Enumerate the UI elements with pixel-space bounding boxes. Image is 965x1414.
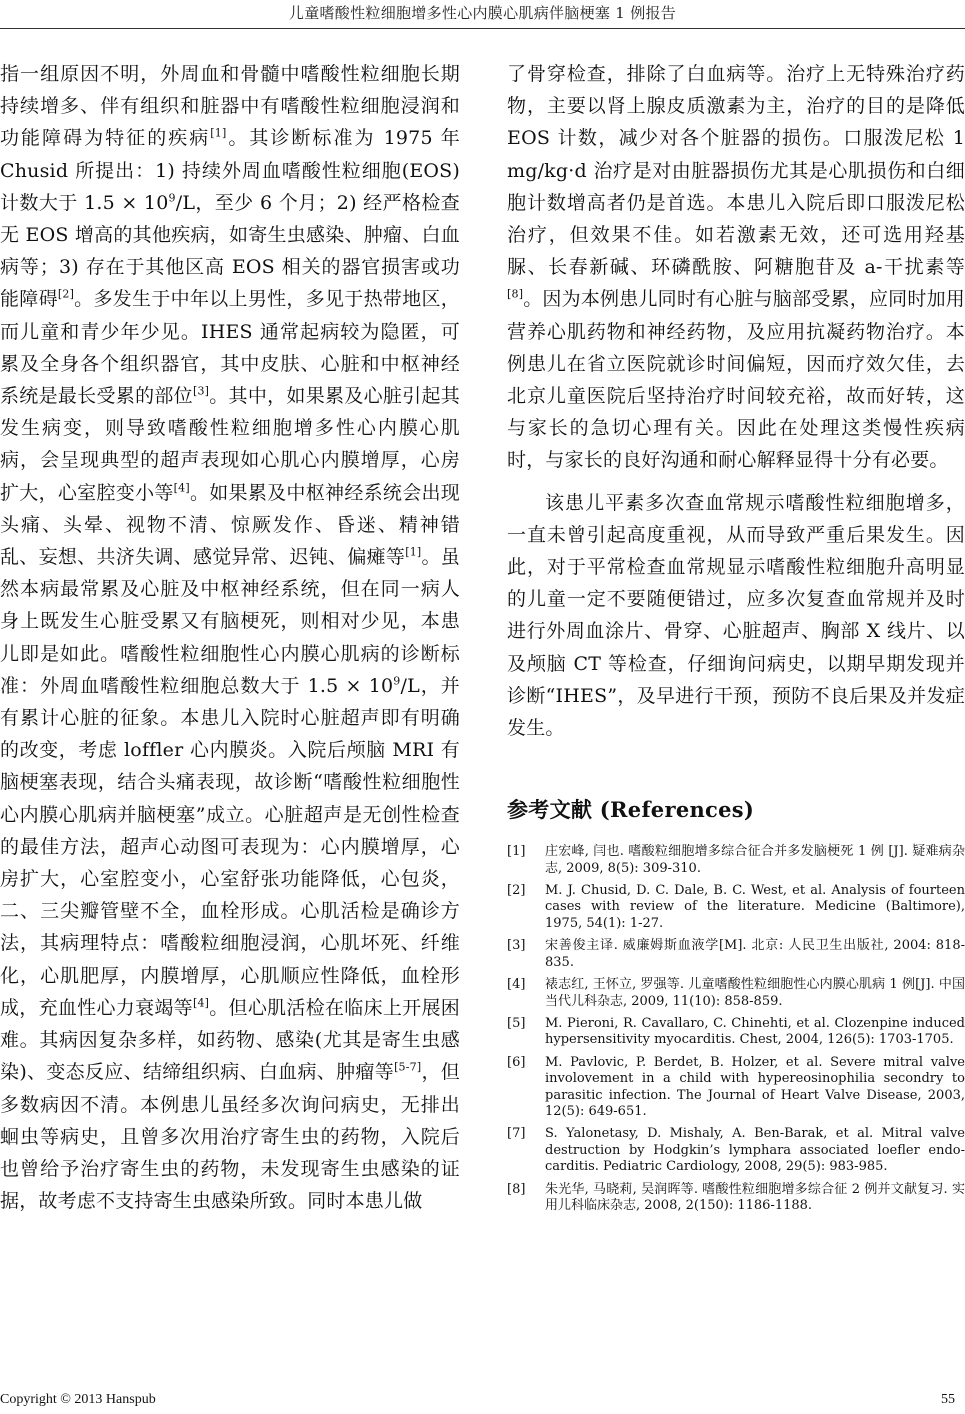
reference-number: [6] xyxy=(507,1054,526,1070)
reference-item xyxy=(507,1055,965,1121)
reference-number: [7] xyxy=(507,1126,526,1142)
citation-superscript: [2] xyxy=(57,288,75,302)
text-run: 。因为本例患儿同时有心脏与脑部受累，应同时加用营养心肌药物和神经药物，及应用抗凝药物治疗。本例患儿在省立医院就诊时间偏短，因而疗效欠佳，去北京儿童医院后坚持治疗时间较充裕，故而好转，这与家长的急切心理有关。因此在处理这类慢性疾病时，与家长的良好沟通和耐心解释显得十分有必要。 xyxy=(507,288,965,472)
reference-item xyxy=(507,844,965,877)
citation-superscript: [5-7] xyxy=(394,1060,422,1074)
reference-number: [5] xyxy=(507,1015,526,1031)
reference-list xyxy=(507,844,965,1214)
page-number: 55 xyxy=(941,1392,955,1407)
citation-superscript: [4] xyxy=(173,481,190,495)
reference-text: S. Yalonetasy, D. Mishaly, A. Ben-Barak, et al. Mitral valve destruction by Hodgkin’s lymphara associated loefler endo-carditis. Pediatric Cardiology, 2008, 29(5): 983-985. xyxy=(545,1126,965,1175)
right-column xyxy=(507,58,965,1220)
body-paragraph xyxy=(507,58,965,477)
reference-item xyxy=(507,938,965,971)
text-run: ，但多数病因不清。本例患儿虽经多次询问病史，无排出蛔虫等病史，且曾多次用治疗寄生虫的药物，入院后也曾给予治疗寄生虫的药物，未发现寄生虫感染的证据，故考虑不支持寄生虫感染所致。同时本患儿做 xyxy=(0,1061,460,1213)
reference-text: M. J. Chusid, D. C. Dale, B. C. West, et al. Analysis of fourteen cases with review of the literature. Medicine (Baltimore), 1975, 54(1): 1-27. xyxy=(545,883,965,931)
text-run: 。其中，如果累及心脏引起其发生病变，则导致嗜酸性粒细胞增多性心内膜心肌病，会呈现典型的超声表现如心肌心内膜增厚，心房扩大，心室腔变小等 xyxy=(0,385,460,504)
text-run: 。但心肌活检在临床上开展困难。其病因复杂多样，如药物、感染(尤其是寄生虫感染)、变态反应、结缔组织病、白血病、肿瘤等 xyxy=(0,996,460,1084)
reference-number: [2] xyxy=(507,883,526,899)
running-header-title: 儿童嗜酸性粒细胞增多性心内膜心肌病伴脑梗塞 1 例报告 xyxy=(288,4,677,22)
text-run: 指一组原因不明，外周血和骨髓中嗜酸性粒细胞长期持续增多、伴有组织和脏器中有嗜酸性粒细胞浸润和功能障碍为特征的疾病 xyxy=(0,63,460,150)
citation-superscript: [4] xyxy=(192,996,210,1010)
body-paragraph xyxy=(0,58,460,1217)
citation-superscript: [3] xyxy=(192,384,210,398)
running-header xyxy=(0,0,965,29)
reference-number: [1] xyxy=(507,844,526,860)
citation-superscript: [1] xyxy=(405,545,422,559)
exponent-superscript: 9 xyxy=(168,191,176,205)
reference-number: [3] xyxy=(507,938,526,954)
reference-text: 裱志红, 王怀立, 罗强等. 儿童嗜酸性粒细胞性心内膜心肌病 1 例[J]. 中国当代儿科杂志, 2009, 11(10): 858-859. xyxy=(545,977,965,1009)
reference-text: 朱光华, 马晓莉, 吴润晖等. 嗜酸性粒细胞增多综合征 2 例并文献复习. 实用儿科临床杂志, 2008, 2(150): 1186-1188. xyxy=(545,1181,965,1213)
reference-item xyxy=(507,1126,965,1175)
reference-text: M. Pieroni, R. Cavallaro, C. Chinehti, et al. Clozenpine induced hypersensitivity myocarditis. Chest, 2004, 126(5): 1703-1705. xyxy=(545,1015,965,1048)
body-paragraph: 该患儿平素多次查血常规示嗜酸性粒细胞增多，一直未曾引起高度重视，从而导致严重后果发生。因此，对于平常检查血常规显示嗜酸性粒细胞升高明显的儿童一定不要随便错过，应多次复查血常规并及时进行外周血涂片、骨穿、心脏超声、胸部 X 线片、以及颅脑 CT 等检查，仔细询问病史，以期早期发现并诊断“IHES”，及早进行干预，预防不良后果及并发症发生。 xyxy=(507,491,965,740)
text-run: /L，至少 6 个月；2) 经严格检查无 EOS 增高的其他疾病，如寄生虫感染、肿瘤、白血病等；3) 存在于其他区高 EOS 相关的器官损害或功能障碍 xyxy=(0,191,460,311)
reference-text: M. Pavlovic, P. Berdet, B. Holzer, et al. Severe mitral valve involovement in a child with hypereosinophilia secondry to parasitic infection. The Journal of Heart Valve Disease, 2003, 12(5): 649-651. xyxy=(545,1054,965,1119)
citation-superscript: [8] xyxy=(507,288,524,302)
page-footer xyxy=(0,1392,965,1412)
left-column xyxy=(0,58,460,1217)
text-run: 。多发生于中年以上男性，多见于热带地区，而儿童和青少年少见。IHES 通常起病较为隐匿，可累及全身各个组织器官，其中皮肤、心脏和中枢神经系统是最长受累的部位 xyxy=(0,288,460,408)
reference-item xyxy=(507,1182,965,1215)
text-run: 。如果累及中枢神经系统会出现头痛、头晕、视物不清、惊厥发作、昏迷、精神错乱、妄想、共济失调、感觉异常、迟钝、偏瘫等 xyxy=(0,481,460,569)
reference-text: 庄宏峰, 闫也. 嗜酸粒细胞增多综合征合并多发脑梗死 1 例 [J]. 疑难病杂志, 2009, 8(5): 309-310. xyxy=(545,844,965,876)
reference-number: [8] xyxy=(507,1181,526,1197)
citation-superscript: [1] xyxy=(210,127,227,141)
reference-item xyxy=(507,1016,965,1049)
exponent-superscript: 9 xyxy=(393,674,401,688)
text-run: 了骨穿检查，排除了白血病等。治疗上无特殊治疗药物，主要以肾上腺皮质激素为主，治疗的目的是降低 EOS 计数，减少对各个脏器的损伤。口服泼尼松 1 mg/kg·d 治疗是对由脏器损伤尤其是心肌损伤和白细胞计数增高者仍是首选。本患儿入院后即口服泼尼松治疗，但效果不佳。如若激素无效，还可选用羟基脲、长春新碱、环磷酰胺、阿糖胞苷及 a-干扰素等 xyxy=(507,63,965,279)
reference-item xyxy=(507,977,965,1010)
references-heading: 参考文献 (References) xyxy=(507,797,755,823)
reference-text: 宋善俊主译. 威廉姆斯血液学[M]. 北京: 人民卫生出版社, 2004: 818-835. xyxy=(545,938,965,970)
reference-item xyxy=(507,883,965,932)
text-run: 。虽然本病最常累及心脏及中枢神经系统，但在同一病人身上既发生心脏受累又有脑梗死，则相对少见，本患儿即是如此。嗜酸性粒细胞性心内膜心肌病的诊断标准：外周血嗜酸性粒细胞总数大于 1.5 × 10 xyxy=(0,546,460,697)
text-run: /L，并有累计心脏的征象。本患儿入院时心脏超声即有明确的改变，考虑 loffler 心内膜炎。入院后颅脑 MRI 有脑梗塞表现，结合头痛表现，故诊断“嗜酸性粒细胞性心内膜心肌病并脑梗塞”成立。心脏超声是无创性检查的最佳方法，超声心动图可表现为：心内膜增厚，心房扩大，心室腔变小，心室舒张功能降低，心包炎，二、三尖瓣管壁不全，血栓形成。心肌活检是确诊方法，其病理特点：嗜酸粒细胞浸润，心肌坏死、纤维化，心肌肥厚，内膜增厚，心肌顺应性降低，血栓形成，充血性心力衰竭等 xyxy=(0,674,460,1019)
reference-number: [4] xyxy=(507,977,526,993)
text-run: 。其诊断标准为 1975 年 Chusid 所提出：1) 持续外周血嗜酸性粒细胞(EOS)计数大于 1.5 × 10 xyxy=(0,127,460,214)
copyright-notice: Copyright © 2013 Hanspub xyxy=(0,1392,156,1407)
